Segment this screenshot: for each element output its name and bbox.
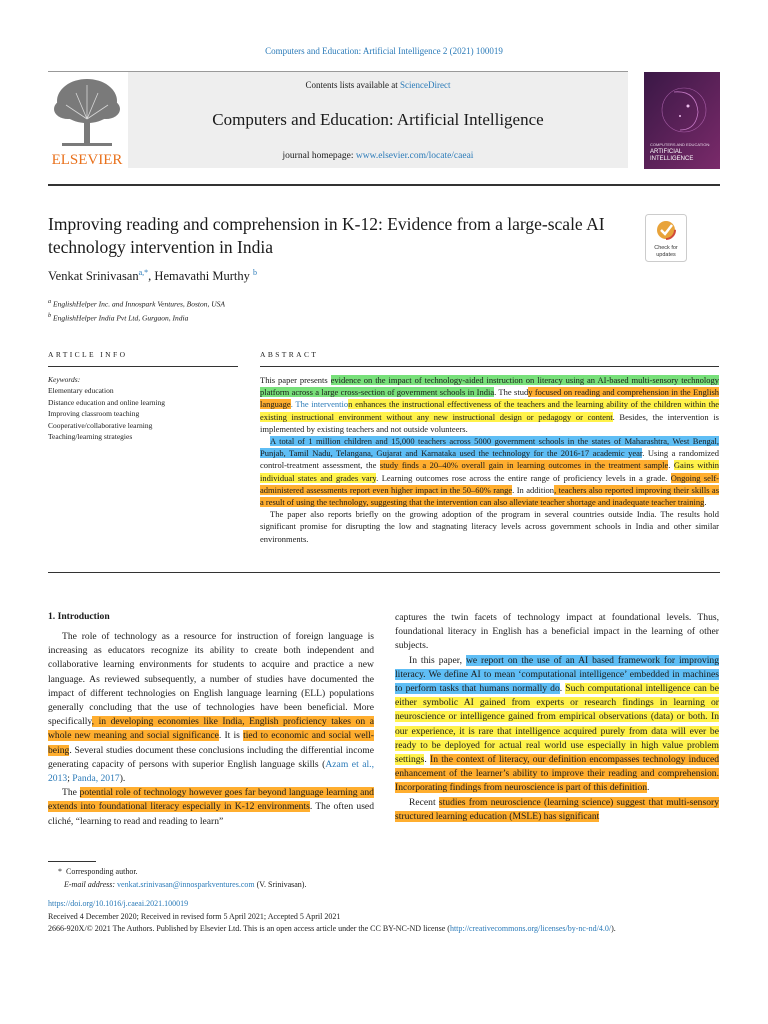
text-run: . Using a randomized control-treatment assessment, the [260, 448, 719, 471]
elsevier-wordmark: ELSEVIER [51, 152, 123, 168]
journal-homepage [128, 151, 628, 161]
check-for-updates-badge[interactable] [645, 214, 687, 262]
author-name: Venkat Srinivasan [48, 269, 139, 284]
highlighted-text: In the context of literacy, our definition encompasses technology induced enhancement of the learner’s ability to improve their reading and comprehension. Incorporating findings from neuroscience is part of this definition [395, 754, 720, 794]
affil-text: EnglishHelper Inc. and Innospark Ventures, Boston, USA [53, 299, 225, 309]
highlighted-text: , teachers also reported improving their skills as a result of using the technology, suggesting that the intervention can also alleviate teacher shortage and inadequate teacher training [260, 484, 719, 508]
text-run: . The often used cliché, “learning to read and reading to learn” [48, 801, 374, 827]
body-column-left [48, 630, 374, 829]
email-suffix: (V. Srinivasan). [254, 880, 307, 889]
highlighted-text: we report on the use of an AI based framework for improving literacy. We define AI to mean ‘computational intelligence’ embedded in machines to perform tasks that humans normally do [395, 654, 719, 695]
svg-text:INTELLIGENCE: INTELLIGENCE [650, 156, 694, 162]
citation-link[interactable]: Panda, 2017 [72, 773, 120, 785]
article-info-rule [48, 366, 238, 367]
email-label: E-mail address: [64, 880, 118, 889]
body-column-right [395, 611, 719, 824]
svg-text:ARTIFICIAL: ARTIFICIAL [650, 149, 683, 155]
sciencedirect-link[interactable]: ScienceDirect [400, 80, 451, 90]
body-paragraph [48, 630, 374, 786]
contents-line [128, 80, 628, 90]
highlighted-text: studies from neuroscience (learning science) suggest that multi-sensory structured learning education (MSLE) has significant [395, 796, 719, 822]
highlighted-text: A total of 1 million children and 15,000 teachers across 5000 government schools in the states of Maharashtra, West Bengal, Punjab, Tamil Nadu, Telangana, Gujarat and Karnataka used the technology for the 2016-17 academic year [260, 436, 719, 459]
text-run: . [668, 460, 674, 471]
affil-sup: a [48, 298, 52, 305]
email-link[interactable]: venkat.srinivasan@innosparkventures.com [117, 880, 255, 889]
keyword: Elementary education [48, 386, 114, 395]
keywords-list [48, 385, 165, 443]
abstract-paragraph [260, 374, 719, 435]
body-paragraph: captures the twin facets of technology impact at foundational levels. Thus, foundational literacy in English has a beneficial impact in the learning of other subjects. [395, 612, 719, 652]
abstract-body [260, 374, 719, 545]
affil-text: EnglishHelper India Pvt Ltd, Gurgaon, India [53, 313, 189, 322]
header-bottom-rule [48, 184, 720, 186]
text-run: . Several studies document these conclusions including the differential income generating capacity of persons with superior English language skills ( [48, 744, 374, 770]
body-paragraph [48, 786, 374, 829]
text-run: . [704, 497, 707, 508]
author-list: Venkat Srinivasan$^{a,*}$, Hemavathi Murthy $^b$ [48, 268, 258, 284]
highlighted-text: , in developing economies like India, English proficiency takes on a whole new meaning and social significance [48, 716, 374, 742]
text-run: . In addition [512, 484, 555, 495]
homepage-link[interactable]: www.elsevier.com/locate/caeai [355, 151, 474, 161]
keyword: Teaching/learning strategies [48, 432, 133, 441]
text-run: The [62, 787, 80, 799]
footnote-rule [48, 861, 96, 862]
text-run: In this paper, [409, 654, 466, 666]
homepage-prefix: journal homepage: [282, 151, 356, 161]
highlighted-text: evidence on the impact of technology-aided instruction on literacy using an AI-based multi-sensory technology platform across a large cross-section of government schools in India [260, 375, 719, 398]
text-run: The role of technology as a resource for instruction of foreign language is increasing as educators recognize its ability to create both independent and collaborative learning environments for students to acquire and practice a new language. As reviewed subsequently, a number of studies have documented the impact of different technologies on English language learning (ELL) populations generally concluding that the use of technologies have been beneficial. More specifically [48, 631, 374, 728]
text-run: . Besides, the intervention is implemented by existing teachers and not outside volunteers. [260, 411, 719, 434]
citation-link[interactable]: Azam et al., 2013 [48, 758, 374, 785]
text-run: . [647, 782, 650, 794]
text-run: . Learning outcomes rose across the entire range of proficiency levels in a grade. [376, 472, 671, 483]
author-affiliation-sup[interactable]: b [253, 268, 258, 277]
svg-text:Check for: Check for [654, 245, 678, 251]
text-run: ; [67, 773, 73, 785]
highlighted-text: Gains within individual states and grades vary [260, 460, 720, 483]
license-suffix: ). [611, 924, 616, 933]
doi-link[interactable]: https://doi.org/10.1016/j.caeai.2021.100019 [48, 899, 189, 908]
text-run: . The stud [494, 387, 529, 398]
highlighted-text: Such computational intelligence can be either symbolic AI gained from experts or research findings in learning or neuroscience or intelligence gained from empirical observations (data) or both. In our experience, it is rare that intelligence acquired purely from data will ever be ready to be deployed for actual real world use especially in high value problem settings [395, 683, 719, 766]
highlighted-text: n enhances the instructional effectiveness of the teachers and the learning ability of the children within the existing instructional environment without any new instructional design or pedagogy or content [260, 399, 719, 422]
highlighted-text: tied to economic and social well-being [48, 730, 374, 756]
abstract-paragraph: The paper also reports briefly on the growing adoption of the program in several countries outside India. The results hold significant promise for disrupting the low and stagnating literacy levels across government schools in India and other similar environments. [260, 509, 719, 544]
highlighted-text: Ongoing self-administered assessments report even higher impact in the 50–60% range [260, 472, 719, 495]
body-paragraph [395, 654, 719, 796]
license-link[interactable]: http://creativecommons.org/licenses/by-nc-nd/4.0/ [449, 924, 612, 933]
highlighted-text: study finds a 20–40% overall gain in learning outcomes in the treatment sample [379, 460, 669, 471]
license-line [48, 923, 720, 936]
svg-text:COMPUTERS AND EDUCATION:: COMPUTERS AND EDUCATION: [650, 142, 711, 147]
affiliation-b [48, 310, 225, 324]
keyword: Cooperative/collaborative learning [48, 420, 153, 430]
svg-text:updates: updates [656, 252, 676, 258]
abstract-rule [260, 366, 719, 367]
abstract-paragraph [260, 435, 719, 508]
highlighted-text: potential role of technology however goes far beyond language learning and extends into foundational literacy especially in K-12 environments [48, 787, 374, 813]
license-prefix: 2666-920X/© 2021 The Authors. Published by Elsevier Ltd. This is an open access article under the CC BY-NC-ND license ( [48, 924, 450, 933]
article-metadata [48, 898, 720, 936]
text-run: Recent [409, 796, 439, 808]
body-paragraph [395, 796, 719, 824]
section-heading-introduction: 1. Introduction [48, 611, 110, 622]
footnote-marker: * [58, 867, 62, 876]
article-title: Improving reading and comprehension in K-12: Evidence from a large-scale AI technology intervention in India [48, 214, 605, 257]
highlighted-text: y focused on reading and comprehension in the English language [260, 387, 720, 410]
keyword: Distance education and online learning [48, 397, 166, 407]
author-affiliation-sup[interactable]: a,* [138, 268, 149, 277]
affiliation-a [48, 296, 225, 310]
footnote [48, 865, 306, 891]
affiliations [48, 296, 225, 323]
text-run: This paper presents [260, 375, 331, 385]
keywords-label: Keywords: [48, 375, 81, 384]
journal-title: Computers and Education: Artificial Intelligence [212, 110, 544, 129]
abstract-bottom-rule [48, 572, 720, 573]
highlighted-text: . The interventio [290, 399, 349, 410]
author-name: Hemavathi Murthy [154, 269, 250, 284]
journal-cover-image[interactable] [644, 72, 720, 169]
received-dates: Received 4 December 2020; Received in revised form 5 April 2021; Accepted 5 April 2021 [48, 911, 341, 921]
corresponding-author-note: Corresponding author. [66, 867, 138, 876]
text-run: . It is [218, 730, 244, 742]
text-run: . [424, 754, 430, 766]
elsevier-logo[interactable] [48, 73, 126, 169]
article-info-heading: ARTICLE INFO [48, 350, 128, 359]
contents-prefix: Contents lists available at [305, 80, 400, 90]
abstract-heading: ABSTRACT [260, 350, 319, 359]
running-header[interactable]: Computers and Education: Artificial Intelligence 2 (2021) 100019 [265, 46, 503, 56]
text-run: ). [119, 773, 126, 785]
keyword: Improving classroom teaching [48, 409, 140, 418]
text-run: . [559, 683, 566, 695]
affil-sup: b [48, 311, 52, 319]
